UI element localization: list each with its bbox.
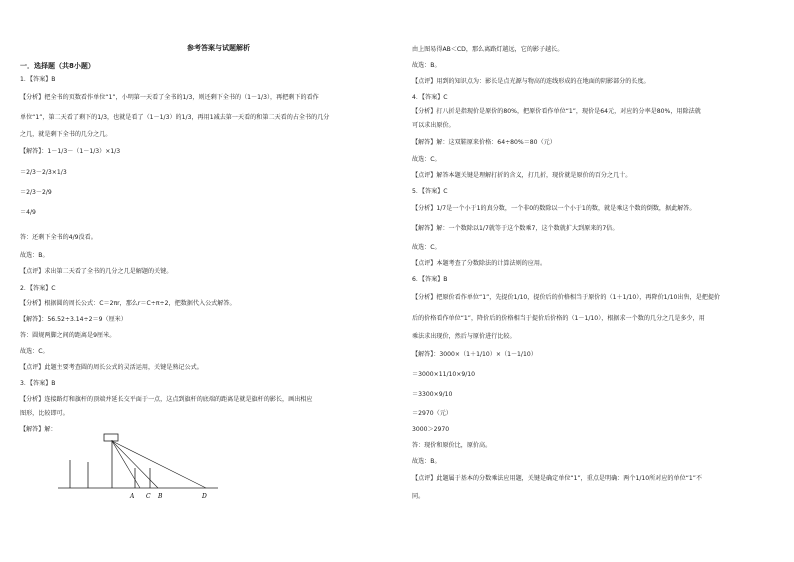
- right-text-line: 【点评】用到的知识点为：影长是点光源与物高的连线形成的在地面的阴影部分的长度。: [412, 78, 650, 85]
- right-text-line: ＝3000×11/10×9/10: [412, 371, 476, 378]
- left-text-line: 【分析】把全书的页数看作单位“1”，小明第一天看了全书的1/3，则还剩下全书的（1－1/3），再把剩下的看作: [20, 94, 319, 101]
- right-text-line: 可以求出原价。: [412, 122, 455, 129]
- right-text-line: 【解答】：3000×（1＋1/10）×（1－1/10）: [412, 351, 537, 358]
- left-text-line: 【点评】此题主要考查圆的周长公式的灵活运用，关键是熟记公式。: [20, 364, 203, 371]
- left-text-line: 【解答】：1－1/3－（1－1/3）×1/3: [20, 148, 121, 155]
- left-text-line: 【点评】求出第二天看了全书的几分之几是解题的关键。: [20, 268, 173, 275]
- left-text-line: 1．【答案】B: [20, 76, 56, 83]
- point-a-label: A: [130, 493, 135, 500]
- right-text-line: 【点评】解答本题关键是理解打折的含义，打几折，现价就是原价的百分之几十。: [412, 172, 632, 179]
- left-text-line: 之几，就是剩下全书的几分之几。: [20, 131, 112, 138]
- right-text-line: ＝3300×9/10: [412, 391, 453, 398]
- left-text-line: 答：圆规两脚之间的距离是9厘米。: [20, 332, 116, 339]
- right-text-line: 3000＞2970: [412, 426, 450, 433]
- left-text-line: 故选：B。: [20, 252, 49, 259]
- point-d-label: D: [202, 493, 207, 500]
- right-text-line: 【解答】解：这双鞋原来价格：64÷80%＝80（元）: [412, 139, 556, 146]
- right-text-line: 故选：C。: [412, 244, 441, 251]
- left-text-line: ＝4/9: [20, 209, 36, 216]
- page-title: 参考答案与试题解析: [187, 44, 250, 52]
- right-text-line: 故选：B。: [412, 458, 441, 465]
- left-text-line: 【解答】：56.52÷3.14÷2＝9（厘米）: [20, 316, 127, 323]
- right-text-line: 故选：B。: [412, 62, 441, 69]
- left-text-line: 3．【答案】B: [20, 380, 56, 387]
- right-text-line: 【分析】打八折是指现价是原价的80%，把原价看作单位“1”，现价是64元，对应的分率是80%，用除法就: [412, 108, 701, 115]
- left-text-line: 【分析】连接路灯和旗杆的顶端并延长交平面于一点，这点到旗杆的底端的距离是就是旗杆的影长，画出相应: [20, 396, 313, 403]
- right-text-line: 【点评】此题属于基本的分数乘法应用题，关键是确定单位“1”，重点是明确：两个1/10所对应的单位“1”不: [412, 475, 703, 482]
- right-text-line: 6．【答案】B: [412, 276, 448, 283]
- right-text-line: ＝2970（元）: [412, 410, 452, 417]
- right-text-line: 故选：C。: [412, 156, 441, 163]
- right-text-line: 【分析】1/7是一个小于1的真分数，一个非0的数除以一个小于1的数，就是乘这个数的倒数，据此解答。: [412, 205, 696, 212]
- left-text-line: 一．选择题（共8小题）: [20, 62, 95, 70]
- left-text-line: 答：还剩下全书的4/9没看。: [20, 234, 97, 241]
- right-text-line: 4．【答案】C: [412, 94, 448, 101]
- right-text-line: 乘法求出现价，然后与原价进行比较。: [412, 333, 516, 340]
- right-text-line: 【点评】本题考查了分数除法的计算法则的应用。: [412, 260, 547, 267]
- left-text-line: ＝2/3－2/9: [20, 189, 52, 196]
- right-text-line: 同。: [412, 493, 425, 500]
- right-text-line: 【分析】把原价看作单位“1”，先提价1/10，提价后的价格相当于原价的（1＋1/10），再降价1/10出售，是把提价: [412, 294, 721, 301]
- right-text-line: 由上图易得AB＜CD，那么离路灯越远，它的影子越长。: [412, 46, 564, 53]
- left-text-line: 图形，比较即可。: [20, 410, 69, 417]
- left-text-line: 【解答】解：: [20, 426, 57, 433]
- left-text-line: ＝2/3－2/3×1/3: [20, 169, 67, 176]
- right-text-line: 后的价格看作单位“1”，降价后的价格相当于提价后价格的（1－1/10），根据求一个数的几分之几是多少，用: [412, 315, 705, 322]
- right-text-line: 答：现价和原价比，原价高。: [412, 442, 492, 449]
- lamp-shadow-figure: [40, 432, 220, 502]
- left-text-line: 故选：C。: [20, 348, 49, 355]
- left-text-line: 【分析】根据圆的周长公式：C＝2πr，那么r＝C÷π÷2，把数据代入公式解答。: [20, 300, 236, 307]
- right-text-line: 【解答】解：一个数除以1/7就等于这个数乘7，这个数就扩大到原来的7倍。: [412, 225, 619, 232]
- left-text-line: 单位“1”，第二天看了剩下的1/3，也就是看了（1－1/3）的1/3，再用1减去第一天看的和第二天看的占全书的几分: [20, 114, 330, 121]
- left-text-line: 2．【答案】C: [20, 285, 56, 292]
- point-b-label: B: [158, 493, 163, 500]
- right-text-line: 5．【答案】C: [412, 188, 448, 195]
- point-c-label: C: [146, 493, 151, 500]
